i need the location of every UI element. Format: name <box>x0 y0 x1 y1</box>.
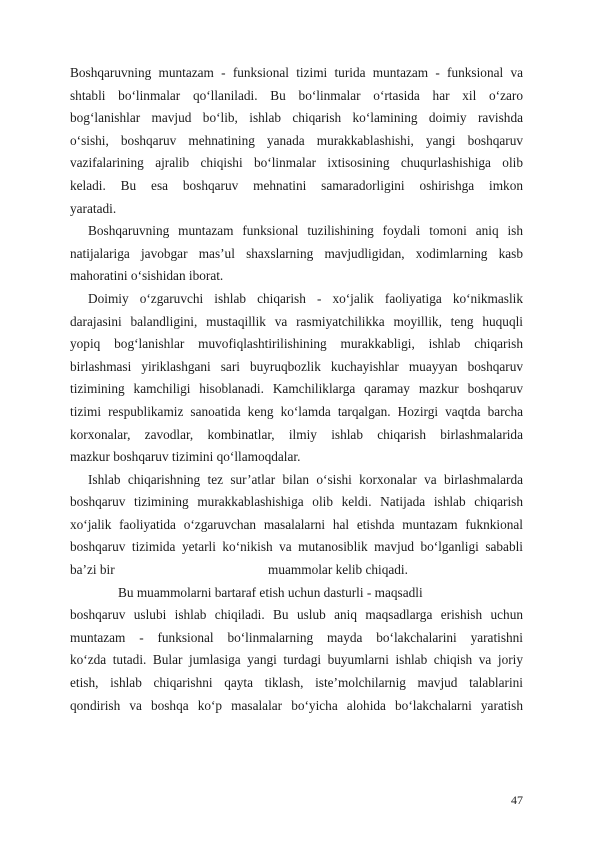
text-line: keladi. Bu esa boshqaruv mehnatini samaradorligini oshirishga imkon <box>70 177 523 193</box>
text-line: boshqaruv tizimining murakkablashishiga olib keldi. Natijada ishlab chiqarish <box>70 494 523 510</box>
document-body <box>70 62 523 717</box>
text-line: yaratadi. <box>70 200 117 216</box>
text-line: natijalariga javobgar mas’ul shaxslarning mavjudligidan, xodimlarning kasb <box>70 245 523 261</box>
text-line: yopiq bog‘lanishlar muvofiqlashtirilishining murakkabligi, ishlab chiqarish <box>70 336 523 352</box>
text-line: tizimi respublikamiz sanoatida keng ko‘lamda tarqalgan. Hozirgi vaqtda barcha <box>70 403 523 419</box>
text-line: mahoratini o‘sishidan iborat. <box>70 268 224 284</box>
text-line: muntazam - funksional bo‘linmalarning mayda bo‘lakchalarini yaratishni <box>70 629 523 645</box>
text-line: boshqaruv tizimida yetarli ko‘nikish va mutanosiblik mavjud bo‘lganligi sababli <box>70 539 523 555</box>
gap-line-right-text: muammolar kelib chiqadi. <box>268 562 408 578</box>
text-line: o‘sishi, boshqaruv mehnatining yanada murakkablashishi, yangi boshqaruv <box>70 132 523 148</box>
page-number: 47 <box>511 793 523 807</box>
text-line: shtabli bo‘linmalar qo‘llaniladi. Bu bo‘linmalar o‘rtasida har xil o‘zaro <box>70 87 523 103</box>
text-line: bog‘lanishlar mavjud bo‘lib, ishlab chiqarish ko‘lamining doimiy ravishda <box>70 110 523 126</box>
paragraph-first-line: Bu muammolarni bartaraf etish uchun dasturli - maqsadli <box>118 584 423 600</box>
paragraph-first-line: Ishlab chiqarishning tez sur’atlar bilan o‘sishi korxonalar va birlashmalarda <box>88 471 523 487</box>
text-line: vazifalarining ajralib chiqishi bo‘linmalar ixtisosining chuqurlashishiga olib <box>70 155 523 171</box>
paragraph-first-line: Doimiy o‘zgaruvchi ishlab chiqarish - xo‘jalik faoliyatiga ko‘nikmaslik <box>88 290 523 306</box>
paragraph-first-line: Boshqaruvning muntazam funksional tuzilishining foydali tomoni aniq ish <box>88 223 523 239</box>
text-line-with-gap <box>70 559 523 582</box>
text-line: korxonalar, zavodlar, kombinatlar, ilmiy ishlab chiqarish birlashmalarida <box>70 426 523 442</box>
text-line: birlashmasi yiriklashgani sari buyruqbozlik kuchayishlar muayyan boshqaruv <box>70 358 523 374</box>
text-line: ko‘zda tutadi. Bular jumlasiga yangi turdagi buyumlarni ishlab chiqish va joriy <box>70 652 523 668</box>
text-line: tizimining kamchiligi hisoblanadi. Kamchiliklarga qaramay mazkur boshqaruv <box>70 381 523 397</box>
text-line: Boshqaruvning muntazam - funksional tizimi turida muntazam - funksional va <box>70 65 523 80</box>
text-line: boshqaruv uslubi ishlab chiqiladi. Bu uslub aniq maqsadlarga erishish uchun <box>70 607 523 623</box>
text-line: mazkur boshqaruv tizimini qo‘llamoqdalar. <box>70 449 301 465</box>
text-line: darajasini balandligini, mustaqillik va rasmiyatchilikka moyillik, teng huquqli <box>70 313 523 329</box>
text-line: etish, ishlab chiqarishni qayta tiklash, iste’molchilarnig mavjud talablarini <box>70 675 523 691</box>
gap-line-left-text: ba’zi bir <box>70 562 115 578</box>
text-line: xo‘jalik faoliyatida o‘zgaruvchan masalalarni hal etishda muntazam fuknkional <box>70 516 523 532</box>
text-line: qondirish va boshqa ko‘p masalalar bo‘yicha alohida bo‘lakchalarni yaratish <box>70 697 523 713</box>
